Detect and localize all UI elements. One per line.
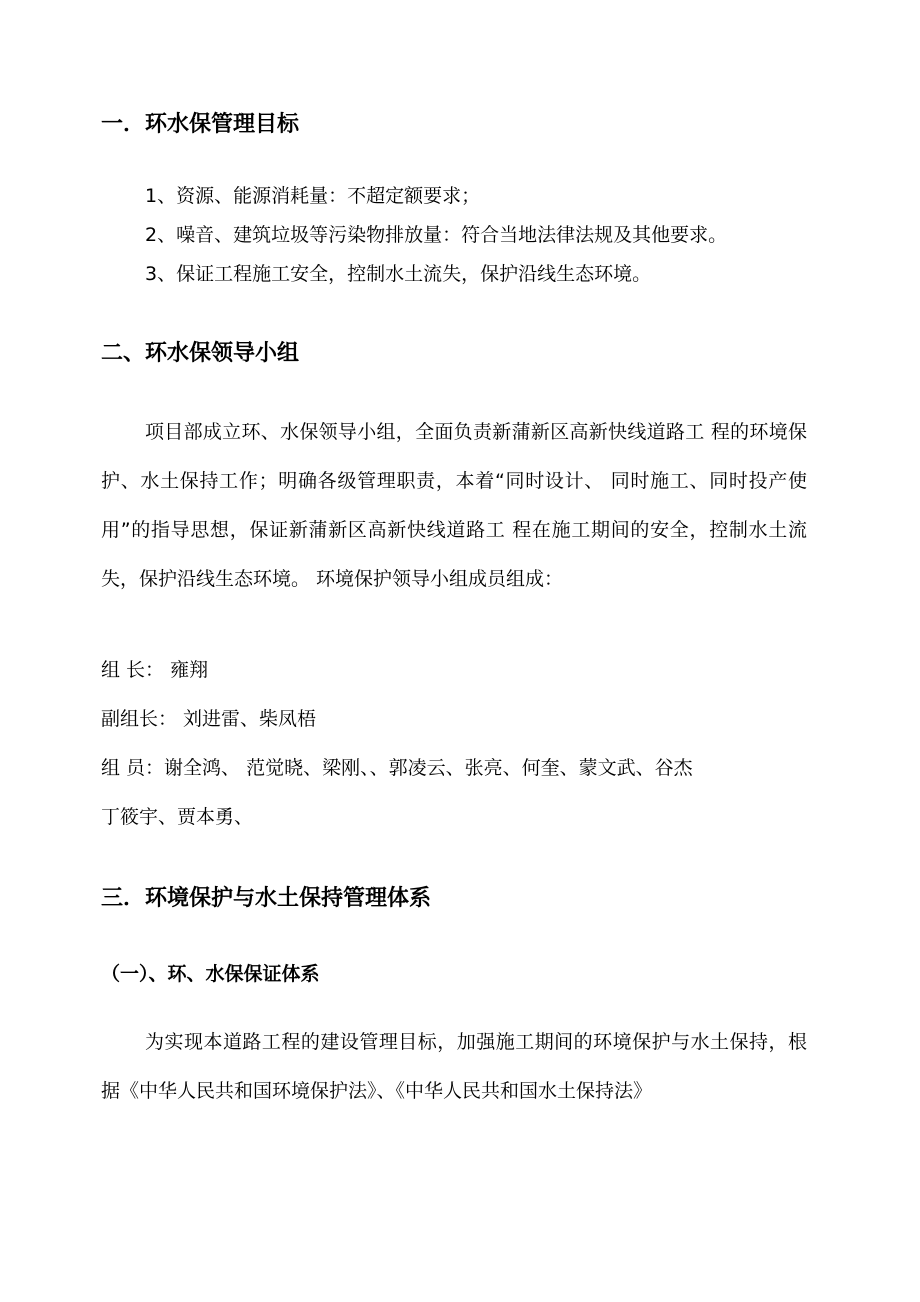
section2-paragraph: 项目部成立环、水保领导小组，全面负责新蒲新区高新快线道路工 程的环境保护、水土保持工作；明确各级管理职责，本着“同时设计、 同时施工、同时投产使用”的指导思想，保证新蒲新区高新快线道路工 程在施工期间的安全，控制水土流失，保护沿线生态环境。 环境保护领导小组成员组成： xyxy=(101,421,807,590)
section3-heading: 三．环境保护与水土保持管理体系 xyxy=(101,886,432,911)
leader-line: 组 长： 雍翔 xyxy=(101,659,209,681)
section3-subheading: （一）、环、水保保证体系 xyxy=(101,963,320,985)
section3-paragraph: 为实现本道路工程的建设管理目标，加强施工期间的环境保护与水土保持，根据《中华人民共和国环境保护法》、《中华人民共和国水土保持法》 xyxy=(101,1031,807,1102)
members-line-2: 丁筱宇、贾本勇、 xyxy=(101,806,254,828)
section2-heading: 二、环水保领导小组 xyxy=(101,341,300,366)
members-line-1: 组 员：谢全鸿、 范觉晓、梁刚、、郭凌云、张亮、何奎、蒙文武、谷杰 xyxy=(101,757,693,779)
deputy-line: 副组长： 刘进雷、柴凤梧 xyxy=(101,708,317,730)
goal-item-2: 2、噪音、建筑垃圾等污染物排放量：符合当地法律法规及其他要求。 xyxy=(145,224,728,246)
section1-heading: 一．环水保管理目标 xyxy=(101,112,300,137)
goal-item-3: 3、保证工程施工安全，控制水土流失，保护沿线生态环境。 xyxy=(145,263,652,285)
goal-item-1: 1、资源、能源消耗量：不超定额要求； xyxy=(145,185,481,207)
